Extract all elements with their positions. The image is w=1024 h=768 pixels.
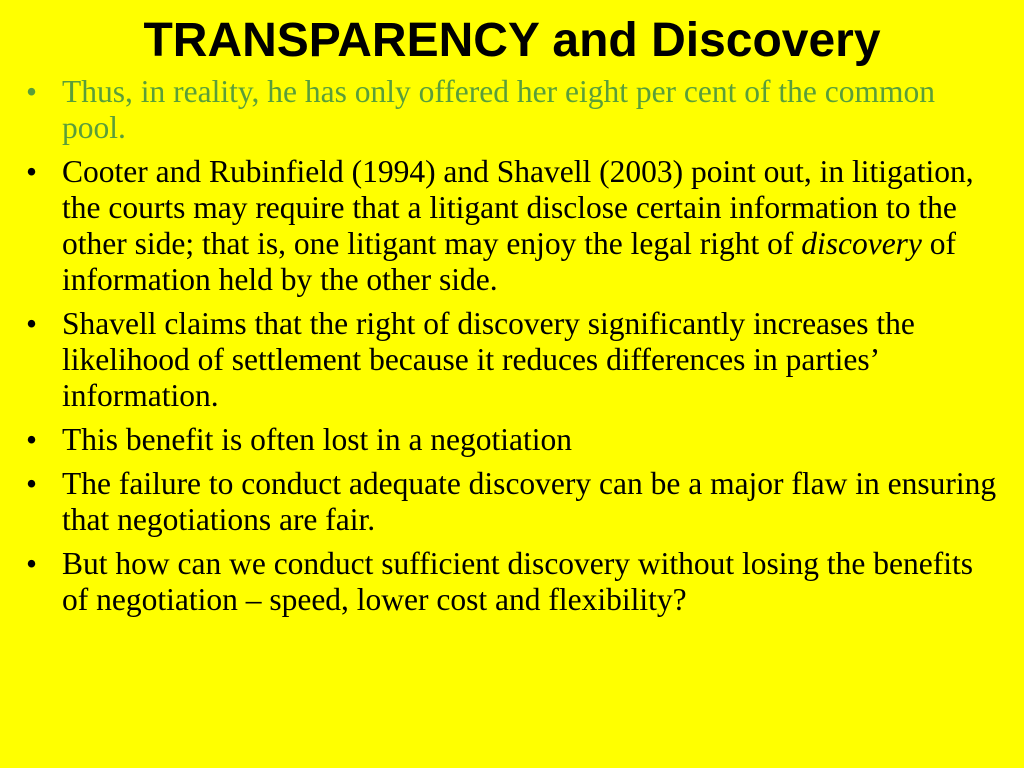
- slide-title: TRANSPARENCY and Discovery: [143, 14, 881, 67]
- bullet-emphasis: discovery: [801, 226, 922, 261]
- bullet-dot-icon: •: [26, 74, 38, 109]
- bullet-text: Shavell claims that the right of discovery significantly increases the likelihood of settlement because it reduces differences in parties’ information.: [62, 306, 915, 413]
- bullet-dot-icon: •: [26, 422, 38, 457]
- bullet-list: [18, 74, 1003, 626]
- bullet-text-before: Cooter and Rubinfield (1994) and Shavell (2003) point out, in litigation, the courts may require that a litigant disclose certain information to the other side; that is, one litigant may enjoy the legal right of: [62, 154, 974, 261]
- bullet-item-3: [18, 306, 1003, 414]
- bullet-dot-icon: •: [26, 466, 38, 501]
- bullet-text: Thus, in reality, he has only offered her eight per cent of the common pool.: [62, 74, 935, 145]
- bullet-item-5: [18, 466, 1003, 538]
- bullet-text: The failure to conduct adequate discovery can be a major flaw in ensuring that negotiations are fair.: [62, 466, 997, 537]
- bullet-item-1: [18, 74, 1003, 146]
- bullet-dot-icon: •: [26, 546, 38, 581]
- bullet-item-6: [18, 546, 1003, 618]
- bullet-item-2: [18, 154, 1003, 298]
- bullet-dot-icon: •: [26, 306, 38, 341]
- bullet-text-after: of information held by the other side.: [62, 226, 957, 297]
- bullet-item-4: [18, 422, 1003, 458]
- bullet-text: This benefit is often lost in a negotiation: [62, 422, 573, 457]
- bullet-text: But how can we conduct sufficient discovery without losing the benefits of negotiation – speed, lower cost and flexibility?: [62, 546, 973, 617]
- bullet-dot-icon: •: [26, 154, 38, 189]
